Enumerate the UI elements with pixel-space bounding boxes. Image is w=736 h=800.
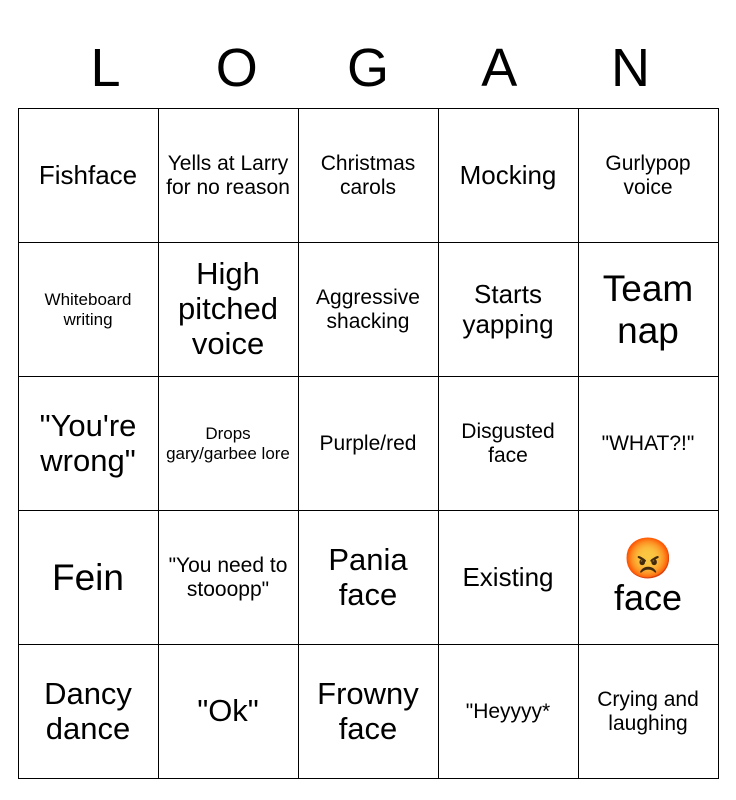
- bingo-cell[interactable]: Pania face: [298, 511, 438, 645]
- bingo-cell[interactable]: Yells at Larry for no reason: [158, 109, 298, 243]
- bingo-header: [40, 32, 696, 104]
- bingo-cell[interactable]: "You're wrong": [18, 377, 158, 511]
- bingo-cell[interactable]: Crying and laughing: [578, 645, 718, 779]
- bingo-row: [18, 511, 718, 645]
- bingo-cell-label: face: [613, 576, 683, 618]
- bingo-cell[interactable]: Aggressive shacking: [298, 243, 438, 377]
- bingo-row: [18, 377, 718, 511]
- bingo-cell[interactable]: "You need to stooopp": [158, 511, 298, 645]
- bingo-cell[interactable]: Disgusted face: [438, 377, 578, 511]
- bingo-cell[interactable]: Fein: [18, 511, 158, 645]
- bingo-cell[interactable]: Dancy dance: [18, 645, 158, 779]
- header-letter-2: O: [215, 38, 258, 98]
- header-letter-3: G: [346, 38, 389, 98]
- bingo-row: [18, 243, 718, 377]
- bingo-cell[interactable]: Mocking: [438, 109, 578, 243]
- bingo-cell[interactable]: "Heyyyy*: [438, 645, 578, 779]
- bingo-cell[interactable]: Purple/red: [298, 377, 438, 511]
- bingo-cell[interactable]: Frowny face: [298, 645, 438, 779]
- bingo-grid: [18, 108, 719, 779]
- bingo-cell[interactable]: Team nap: [578, 243, 718, 377]
- bingo-cell[interactable]: Christmas carols: [298, 109, 438, 243]
- bingo-cell-emoji[interactable]: [578, 511, 718, 645]
- angry-face-emoji: 😡: [623, 536, 673, 581]
- bingo-cell[interactable]: High pitched voice: [158, 243, 298, 377]
- emoji-cell-wrapper: [583, 536, 714, 618]
- bingo-cell[interactable]: Gurlypop voice: [578, 109, 718, 243]
- bingo-row: [18, 109, 718, 243]
- header-letter-5: N: [611, 38, 650, 98]
- bingo-cell[interactable]: Whiteboard writing: [18, 243, 158, 377]
- bingo-cell[interactable]: "WHAT?!": [578, 377, 718, 511]
- bingo-cell[interactable]: Starts yapping: [438, 243, 578, 377]
- bingo-cell[interactable]: Existing: [438, 511, 578, 645]
- bingo-cell[interactable]: Fishface: [18, 109, 158, 243]
- bingo-cell[interactable]: Drops gary/garbee lore: [158, 377, 298, 511]
- header-letter-1: L: [90, 38, 121, 98]
- header-letter-4: A: [481, 38, 518, 98]
- bingo-row: [18, 645, 718, 779]
- bingo-cell[interactable]: "Ok": [158, 645, 298, 779]
